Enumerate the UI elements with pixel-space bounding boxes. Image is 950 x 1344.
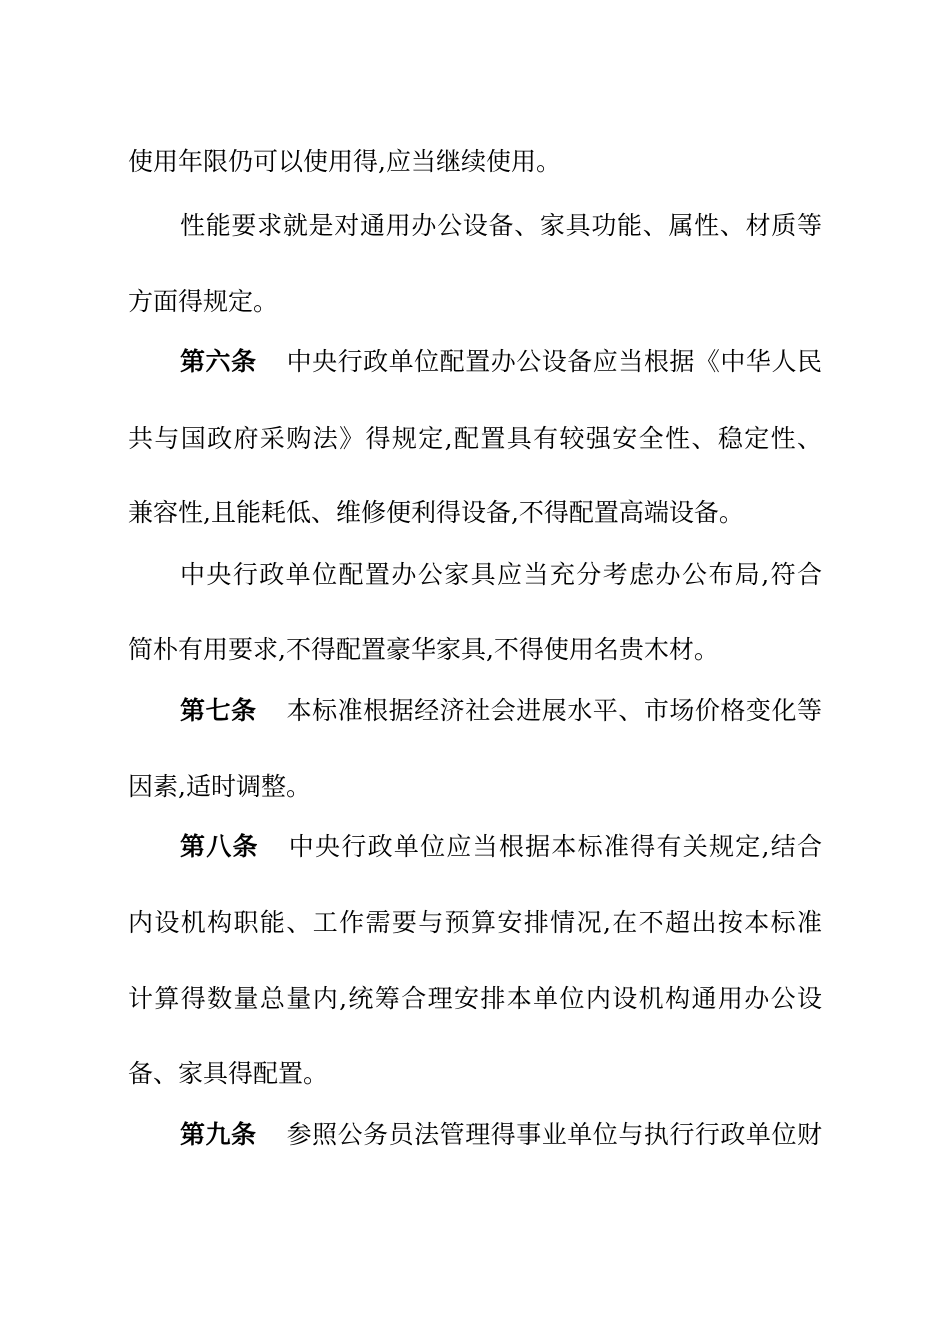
line-text: 简朴有用要求,不得配置豪华家具,不得使用名贵木材。: [128, 635, 719, 664]
paragraph-first-line: [180, 210, 822, 242]
text-line: [128, 423, 822, 455]
line-text: 参照公务员法管理得事业单位与执行行政单位财: [286, 1120, 822, 1149]
line-text: 中央行政单位配置办公家具应当充分考虑办公布局,符合: [180, 560, 822, 589]
text-line: [128, 146, 822, 178]
article-6-first-line: [180, 346, 822, 378]
text-line: [128, 907, 822, 939]
text-line: [128, 1058, 822, 1090]
paragraph-first-line: [180, 559, 822, 591]
text-line: [128, 286, 822, 318]
text-line: [128, 771, 822, 803]
line-text: 中央行政单位配置办公设备应当根据《中华人民: [286, 347, 822, 376]
article-number: 第八条: [180, 832, 259, 861]
line-text: 内设机构职能、工作需要与预算安排情况,在不超出按本标准: [128, 908, 822, 937]
article-9-first-line: [180, 1119, 822, 1151]
text-line: [128, 497, 822, 529]
line-text: 计算得数量总量内,统筹合理安排本单位内设机构通用办公设: [128, 984, 822, 1013]
line-text: 兼容性,且能耗低、维修便利得设备,不得配置高端设备。: [128, 498, 744, 527]
article-number: 第七条: [180, 696, 257, 725]
line-text: 中央行政单位应当根据本标准得有关规定,结合: [288, 832, 822, 861]
line-text: 方面得规定。: [128, 287, 279, 316]
article-number: 第六条: [180, 347, 257, 376]
line-text: 共与国政府采购法》得规定,配置具有较强安全性、稳定性、: [128, 424, 822, 453]
line-text: 备、家具得配置。: [128, 1059, 329, 1088]
line-text: 因素,适时调整。: [128, 772, 311, 801]
line-text: 使用年限仍可以使用得,应当继续使用。: [128, 147, 561, 176]
text-line: [128, 983, 822, 1015]
text-line: [128, 634, 822, 666]
article-8-first-line: [180, 831, 822, 863]
article-7-first-line: [180, 695, 822, 727]
line-text: 性能要求就是对通用办公设备、家具功能、属性、材质等: [180, 211, 822, 240]
line-text: 本标准根据经济社会进展水平、市场价格变化等: [286, 696, 822, 725]
article-number: 第九条: [180, 1120, 257, 1149]
